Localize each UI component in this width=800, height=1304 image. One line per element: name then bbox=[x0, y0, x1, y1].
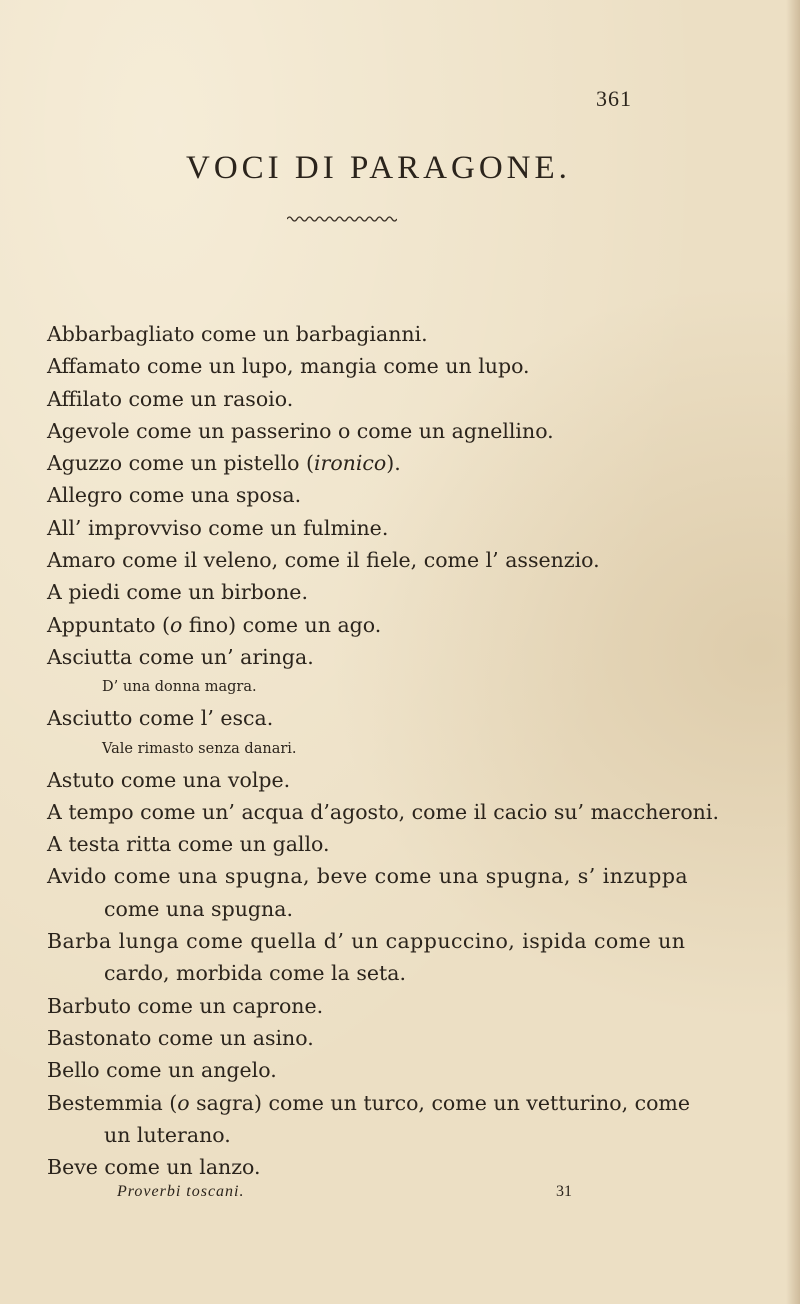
entry-text: All’ improvviso come un fulmine. bbox=[47, 515, 389, 540]
entry-text: A tempo come un’ acqua d’agosto, come il cacio su’ maccheroni. bbox=[47, 799, 719, 824]
entry-text: Aguzzo come un pistello ( bbox=[47, 451, 314, 476]
comparison-entries-list bbox=[47, 318, 719, 1183]
wavy-rule-ornament bbox=[287, 214, 397, 224]
entry bbox=[47, 609, 667, 641]
entry bbox=[47, 544, 667, 576]
entry bbox=[47, 796, 719, 828]
entry-line bbox=[47, 512, 667, 544]
entry-line bbox=[47, 1022, 667, 1054]
entry-text: Astuto come una volpe. bbox=[47, 767, 291, 792]
entry-line bbox=[47, 828, 667, 860]
entry-text: un luterano. bbox=[104, 1122, 231, 1147]
entry-line bbox=[47, 796, 719, 828]
entry bbox=[47, 764, 667, 796]
entry-text: Beve come un lanzo. bbox=[47, 1155, 261, 1180]
entry-text: sagra) come un turco, come un vetturino, come bbox=[189, 1090, 691, 1115]
entry-line bbox=[47, 641, 667, 673]
entry-text: Avido come una spugna, beve come una spugna, s’ inzuppa bbox=[47, 864, 689, 889]
entry-line bbox=[47, 925, 686, 957]
italic-text: o bbox=[170, 612, 183, 637]
page-footer bbox=[117, 1183, 577, 1201]
entry-line bbox=[47, 415, 667, 447]
entry-text: A testa ritta come un gallo. bbox=[47, 832, 330, 857]
entry-continuation-line bbox=[47, 1119, 667, 1151]
entry bbox=[47, 641, 667, 702]
entry-text: come una spugna. bbox=[104, 896, 293, 921]
entry-text: fino) come un ago. bbox=[182, 612, 382, 637]
signature-mark: 31 bbox=[556, 1183, 572, 1200]
entry-continuation-line bbox=[47, 893, 667, 925]
page-number: 361 bbox=[596, 86, 632, 111]
entry bbox=[47, 318, 667, 350]
entry-line bbox=[47, 318, 667, 350]
entry-line bbox=[47, 383, 667, 415]
entry-line bbox=[47, 350, 667, 382]
entry bbox=[47, 479, 667, 511]
entry-line bbox=[47, 447, 667, 479]
entry bbox=[47, 1087, 691, 1152]
entry-line bbox=[47, 609, 667, 641]
entry-continuation-line bbox=[47, 957, 667, 989]
entry bbox=[47, 1054, 667, 1086]
entry-text: Barbuto come un caprone. bbox=[47, 993, 324, 1018]
entry-line bbox=[47, 1151, 667, 1183]
entry-line bbox=[47, 1087, 691, 1119]
entry-text: ). bbox=[386, 451, 401, 476]
entry-line bbox=[47, 576, 667, 608]
entry-line bbox=[47, 990, 667, 1022]
footer-source-title: Proverbi toscani. bbox=[117, 1183, 245, 1200]
entry-line bbox=[47, 1054, 667, 1086]
entry bbox=[47, 1022, 667, 1054]
entry-text: Affamato come un lupo, mangia come un lupo. bbox=[47, 354, 530, 379]
entry-line bbox=[47, 764, 667, 796]
entry-text: Abbarbagliato come un barbagianni. bbox=[47, 322, 428, 346]
entry-text: Asciutta come un’ aringa. bbox=[47, 644, 314, 669]
entry-line bbox=[47, 479, 667, 511]
entry-note: Vale rimasto senza danari. bbox=[102, 740, 297, 757]
entry bbox=[47, 828, 667, 860]
entry-text: Bello come un angelo. bbox=[47, 1058, 277, 1083]
entry-line bbox=[47, 860, 689, 892]
page-title: VOCI DI PARAGONE. bbox=[186, 150, 571, 186]
entry bbox=[47, 447, 667, 479]
entry-text: Appuntato ( bbox=[47, 612, 171, 637]
entry bbox=[47, 383, 667, 415]
entry-text: Affilato come un rasoio. bbox=[47, 386, 294, 411]
entry bbox=[47, 576, 667, 608]
entry-text: cardo, morbida come la seta. bbox=[104, 961, 406, 986]
entry-text: Asciutto come l’ esca. bbox=[47, 706, 274, 731]
entry bbox=[47, 415, 667, 447]
entry-text: Barba lunga come quella d’ un cappuccino, ispida come un bbox=[47, 929, 686, 954]
entry-text: Amaro come il veleno, come il fiele, come l’ assenzio. bbox=[47, 548, 600, 573]
italic-text: ironico bbox=[313, 451, 387, 476]
entry bbox=[47, 512, 667, 544]
entry-text: Bestemmia ( bbox=[47, 1090, 178, 1115]
page-edge-shadow bbox=[786, 0, 800, 1304]
entry-text: Agevole come un passerino o come un agnellino. bbox=[47, 418, 554, 443]
entry-text: A piedi come un birbone. bbox=[47, 580, 308, 605]
entry bbox=[47, 350, 667, 382]
entry-text: Bastonato come un asino. bbox=[47, 1025, 314, 1050]
entry bbox=[47, 702, 667, 763]
entry-line bbox=[47, 702, 667, 734]
entry bbox=[47, 925, 686, 990]
entry-text: Allegro come una sposa. bbox=[47, 483, 302, 508]
italic-text: o bbox=[177, 1090, 190, 1115]
entry bbox=[47, 860, 689, 925]
entry-note: D’ una donna magra. bbox=[102, 679, 257, 696]
entry-line bbox=[47, 544, 667, 576]
entry bbox=[47, 1151, 667, 1183]
entry bbox=[47, 990, 667, 1022]
